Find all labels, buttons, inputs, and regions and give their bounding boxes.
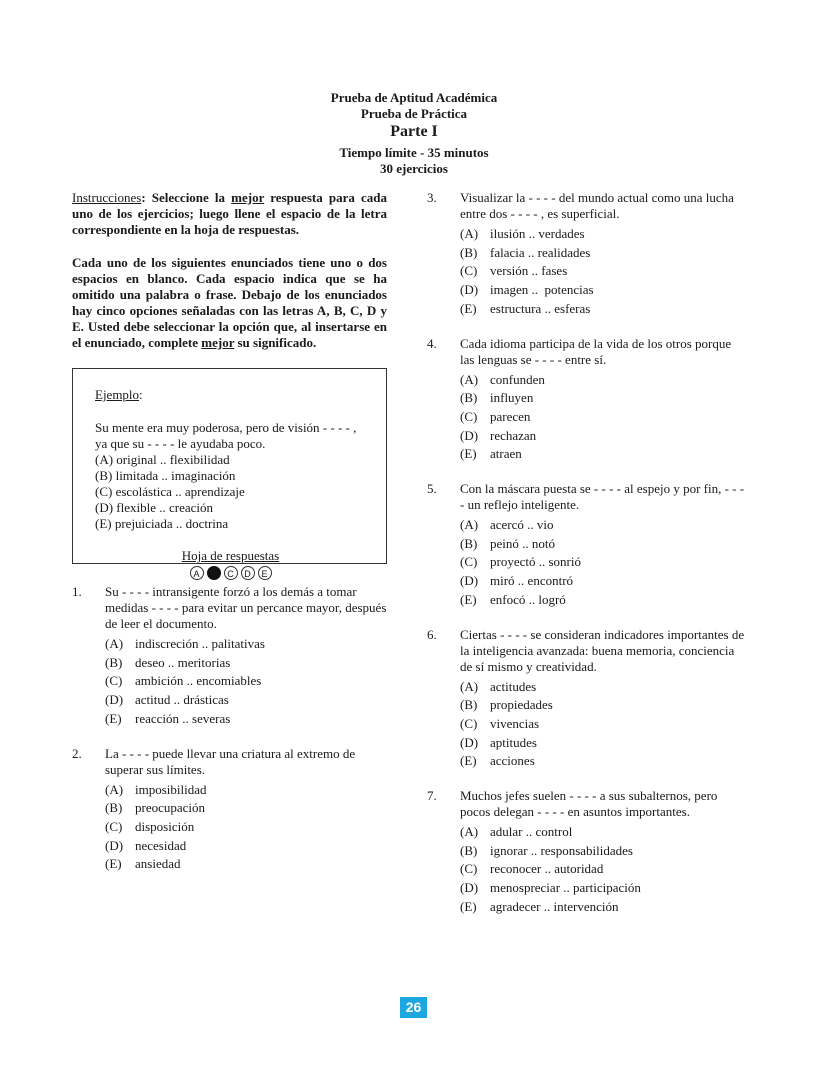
example-box	[72, 368, 387, 579]
example-title-text: Ejemplo	[95, 387, 140, 402]
answer-choice	[105, 710, 387, 729]
instructions	[72, 190, 387, 351]
answer-choice	[460, 225, 747, 244]
choice-letter: (B)	[105, 800, 123, 816]
choice-letter: (B)	[460, 697, 478, 713]
question-number: 5.	[427, 481, 437, 497]
example-option: (C) escolástica .. aprendizaje	[95, 484, 245, 499]
choice-letter: (D)	[460, 427, 479, 443]
question-body	[105, 584, 387, 729]
question-stem: Visualizar la - - - - del mundo actual como una lucha entre dos - - - - , es superficial.	[460, 190, 734, 221]
answer-choice	[105, 837, 387, 856]
question-body	[460, 627, 747, 772]
question-stem: Con la máscara puesta se - - - - al espejo y por fin, - - - - un reflejo inteligente.	[460, 481, 745, 513]
choice-text: necesidad	[135, 837, 187, 853]
answer-choice	[460, 860, 747, 879]
bubble-c: C	[224, 566, 238, 580]
question-stem: Ciertas - - - - se consideran indicadores importantes de la inteligencia avanzada: buena memoria, conciencia de sí mismo y creatividad.	[460, 626, 745, 674]
choice-letter: (A)	[105, 636, 124, 651]
example-option: (D) flexible .. creación	[95, 500, 214, 515]
bubble-b-filled	[207, 566, 221, 580]
bubble-e: E	[258, 566, 272, 580]
choice-text: disposición	[135, 818, 195, 834]
choice-text: agradecer .. intervención	[490, 898, 619, 914]
question-number: 3.	[427, 190, 437, 205]
choice-text: atraen	[490, 446, 522, 462]
question-body	[105, 746, 387, 875]
answer-choice	[460, 262, 747, 281]
bubble-a: A	[190, 566, 204, 580]
choice-text: actitud .. drásticas	[135, 692, 229, 708]
example-option: (A) original .. flexibilidad	[95, 452, 230, 467]
choice-letter: (E)	[460, 300, 477, 316]
page-number: 26	[400, 997, 427, 1018]
choice-text: acercó .. vio	[490, 517, 554, 533]
choice-letter: (C)	[105, 673, 123, 689]
exercise-count: 30 ejercicios	[380, 161, 448, 176]
choice-letter: (C)	[460, 554, 478, 570]
answer-choice	[460, 281, 747, 300]
answer-choice	[460, 678, 747, 697]
choice-letter: (A)	[460, 371, 479, 387]
choice-letter: (E)	[105, 856, 122, 872]
question-number: 1.	[72, 584, 82, 599]
answer-choice	[460, 842, 747, 861]
choice-letter: (C)	[460, 408, 478, 424]
choice-letter: (D)	[460, 282, 479, 298]
answer-choice	[105, 781, 387, 800]
choice-text: ansiedad	[135, 856, 181, 872]
instructions-text: respuesta para cada uno de los ejercicios; luego llene el espacio de la letra correspondiente en la hoja de respuestas.	[72, 190, 387, 237]
answer-choice	[105, 818, 387, 837]
answer-choice	[460, 408, 747, 427]
example-title	[95, 387, 366, 403]
question-3	[427, 190, 747, 319]
question-5	[427, 481, 747, 610]
answer-choice	[105, 691, 387, 710]
answer-choice	[460, 389, 747, 408]
test-subtitle: Prueba de Práctica	[360, 106, 468, 121]
answer-choice	[460, 591, 747, 610]
choice-text: vivencias	[490, 715, 540, 731]
answer-choice	[460, 879, 747, 898]
choice-letter: (D)	[105, 837, 124, 853]
choice-text: rechazan	[490, 427, 537, 443]
answer-choice	[460, 823, 747, 842]
question-body	[460, 481, 747, 610]
question-1	[72, 584, 387, 729]
answer-choice	[460, 553, 747, 572]
example-sentence: Su mente era muy poderosa, pero de visión - - - - , ya que su - - - - le ayudaba poco.	[95, 420, 357, 451]
choice-letter: (E)	[460, 898, 477, 914]
right-questions	[427, 190, 747, 917]
choice-letter: (E)	[460, 446, 477, 462]
choice-text: miró .. encontró	[490, 573, 574, 589]
choice-text: imposibilidad	[135, 781, 207, 797]
choice-letter: (D)	[460, 573, 479, 589]
choice-letter: (E)	[105, 710, 122, 726]
question-2	[72, 746, 387, 875]
choice-letter: (B)	[460, 244, 478, 260]
emphasis-word: mejor	[201, 335, 235, 350]
choice-letter: (D)	[105, 692, 124, 708]
question-stem: La - - - - puede llevar una criatura al extremo de superar sus límites.	[105, 745, 356, 777]
choice-text: proyectó .. sonrió	[490, 554, 581, 570]
choice-text: ambición .. encomiables	[135, 673, 262, 689]
answer-choice	[460, 516, 747, 535]
choice-letter: (B)	[460, 390, 478, 406]
choice-letter: (C)	[460, 861, 478, 877]
question-7	[427, 788, 747, 917]
answer-choice	[105, 672, 387, 691]
choice-text: adular .. control	[490, 824, 573, 840]
answer-choice	[105, 855, 387, 874]
instructions-text: Cada uno de los siguientes enunciados tiene uno o dos espacios en blanco. Cada espacio indica que se ha omitido una palabra o frase. Debajo de los enunciados hay cinco opciones señaladas con las letras A, B, C, D y E. Usted debe seleccionar la opción que, al insertarse en el enunciado, complete	[72, 255, 387, 350]
answer-choice	[460, 300, 747, 319]
choice-text: acciones	[490, 753, 535, 769]
choice-letter: (C)	[460, 263, 478, 279]
answer-sheet-title: Hoja de respuestas	[181, 548, 280, 563]
choice-text: ilusión .. verdades	[490, 226, 585, 241]
choice-text: indiscreción .. palitativas	[135, 636, 265, 651]
question-number: 2.	[72, 745, 82, 761]
choice-letter: (B)	[460, 842, 478, 858]
instructions-text: : Seleccione la	[141, 190, 232, 205]
question-body	[460, 190, 747, 319]
right-column	[427, 190, 747, 917]
choice-letter: (A)	[460, 678, 479, 694]
instructions-paragraph-1	[72, 190, 387, 238]
answer-choice	[460, 535, 747, 554]
choice-letter: (A)	[460, 824, 479, 840]
choice-letter: (C)	[460, 715, 478, 731]
choice-letter: (A)	[460, 226, 479, 241]
choice-text: ignorar .. responsabilidades	[490, 842, 633, 858]
answer-bubbles	[95, 566, 366, 580]
choice-text: aptitudes	[490, 734, 537, 750]
choice-letter: (E)	[460, 591, 477, 607]
choice-letter: (E)	[460, 753, 477, 769]
choice-letter: (A)	[460, 517, 479, 533]
time-limit: Tiempo límite - 35 minutos	[339, 145, 489, 160]
choice-text: enfocó .. logró	[490, 591, 566, 607]
choice-text: peinó .. notó	[490, 535, 555, 551]
answer-choice	[460, 244, 747, 263]
answer-choice	[105, 799, 387, 818]
choice-text: estructura .. esferas	[490, 300, 591, 316]
choice-text: influyen	[490, 390, 534, 406]
choice-text: reconocer .. autoridad	[490, 861, 604, 877]
choice-text: parecen	[490, 408, 531, 424]
test-title: Prueba de Aptitud Académica	[330, 90, 498, 105]
instructions-text: su significado.	[234, 335, 317, 350]
question-number: 6.	[427, 626, 437, 642]
left-column	[72, 190, 387, 874]
choice-text: actitudes	[490, 678, 537, 694]
left-questions	[72, 584, 387, 874]
answer-choice	[460, 898, 747, 917]
choice-text: menospreciar .. participación	[490, 880, 641, 896]
choice-letter: (C)	[105, 818, 123, 834]
question-body	[460, 788, 747, 917]
choice-letter: (A)	[105, 781, 124, 797]
part-title: Parte I	[390, 123, 438, 140]
answer-choice	[460, 572, 747, 591]
instructions-paragraph-2	[72, 255, 387, 351]
choice-text: preocupación	[135, 800, 206, 816]
choice-text: versión .. fases	[490, 263, 568, 279]
question-number: 4.	[427, 335, 437, 351]
question-stem: Muchos jefes suelen - - - - a sus subalternos, pero pocos delegan - - - - en asuntos importantes.	[460, 788, 718, 820]
choice-text: imagen .. potencias	[490, 282, 594, 298]
question-stem: Cada idioma participa de la vida de los otros porque las lenguas se - - - - entre sí.	[460, 335, 732, 367]
choice-letter: (D)	[460, 734, 479, 750]
answer-choice	[105, 654, 387, 673]
answer-choice	[460, 752, 747, 771]
emphasis-word: mejor	[231, 190, 265, 205]
answer-choice	[460, 734, 747, 753]
example-option: (B) limitada .. imaginación	[95, 468, 236, 483]
test-header	[0, 90, 828, 177]
answer-choice	[460, 371, 747, 390]
choice-text: propiedades	[490, 697, 553, 713]
question-number: 7.	[427, 788, 437, 804]
bubble-d: D	[241, 566, 255, 580]
choice-text: confunden	[490, 371, 545, 387]
choice-letter: (D)	[460, 880, 479, 896]
question-body	[460, 336, 747, 465]
choice-letter: (B)	[460, 535, 478, 551]
choice-text: deseo .. meritorias	[135, 654, 231, 670]
choice-letter: (B)	[105, 654, 123, 670]
question-4	[427, 336, 747, 465]
choice-text: reacción .. severas	[135, 710, 231, 726]
choice-text: falacia .. realidades	[490, 244, 591, 260]
example-option: (E) prejuiciada .. doctrina	[95, 516, 229, 531]
question-stem: Su - - - - intransigente forzó a los demás a tomar medidas - - - - para evitar un percance mayor, después de leer el documento.	[105, 584, 387, 631]
answer-choice	[460, 445, 747, 464]
instructions-label: Instrucciones	[72, 190, 142, 205]
answer-choice	[105, 635, 387, 654]
answer-choice	[460, 715, 747, 734]
answer-choice	[460, 696, 747, 715]
answer-sheet	[95, 548, 366, 580]
question-6	[427, 627, 747, 772]
example-title-colon: :	[139, 387, 143, 402]
answer-choice	[460, 427, 747, 446]
